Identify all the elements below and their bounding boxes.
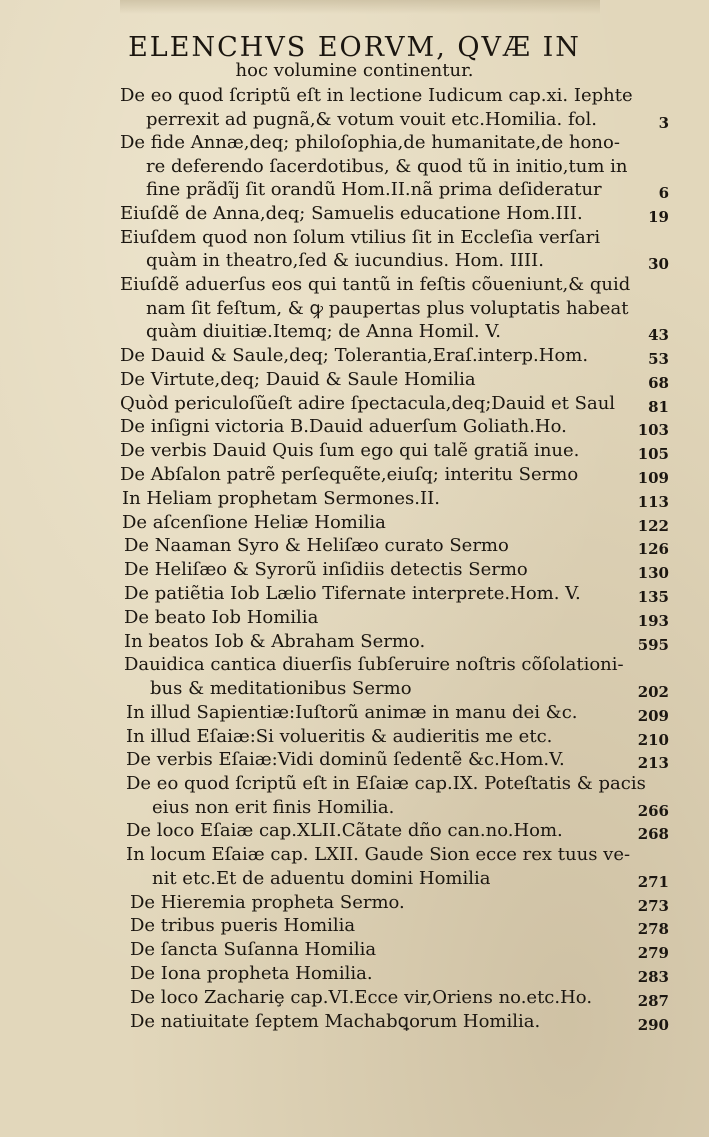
toc-page-number: 53 <box>648 350 669 368</box>
toc-page-number: 283 <box>637 967 669 986</box>
toc-page-number: 19 <box>648 208 669 227</box>
toc-entry-text: De Heliſæo & Syrorũ inſidiis detectis Sermo <box>124 559 528 581</box>
toc-page-number: 210 <box>637 730 669 749</box>
toc-entry <box>124 653 669 700</box>
toc-entry <box>120 415 669 439</box>
toc-entry <box>120 273 669 344</box>
toc-page-number: 6 <box>658 184 669 203</box>
toc-entry <box>120 202 669 226</box>
toc-entry <box>130 914 669 938</box>
toc-entry-text: eius non erit finis Homilia. <box>152 796 395 818</box>
toc-entry-text: De Dauid & Saule,deq; Tolerantia,Eraſ.interp.Hom. <box>120 345 589 366</box>
toc-page-number: 271 <box>637 872 669 891</box>
toc-page-number: 135 <box>637 588 669 606</box>
toc-entry <box>120 84 669 131</box>
toc-page-number: 43 <box>648 326 669 345</box>
toc-entry <box>124 558 669 582</box>
toc-entry-text: De Naaman Syro & Heliſæo curato Sermo <box>124 535 509 557</box>
toc-entry <box>122 511 669 535</box>
toc-entry-text: Dauidica cantica diuerſis ſubſeruire noſtris cõſolationi- <box>124 654 624 676</box>
toc-entry-text: De loco Zachariȩ cap.VI.Ecce vir,Oriens no.etc.Ho. <box>130 986 593 1008</box>
toc-entry <box>120 131 669 202</box>
toc-entry-text: Eiuſdem quod non ſolum vtilius ſit in Eccleſia verſari <box>120 226 601 248</box>
toc-entry-text: quàm diuitiæ.Itemq; de Anna Homil. V. <box>146 321 501 343</box>
toc-page-number: 68 <box>648 373 669 392</box>
toc-entry <box>124 582 669 606</box>
toc-entry <box>130 962 669 986</box>
toc-entry-text: In locum Eſaiæ cap. LXII. Gaude Sion ecce rex tuus ve- <box>126 844 631 866</box>
toc-page-number: 209 <box>637 706 669 725</box>
toc-entry <box>120 392 669 416</box>
toc-entry-text: De Virtute,deq; Dauid & Saule Homilia <box>120 368 476 390</box>
page-edge-shadow <box>120 0 600 14</box>
toc-page-number: 290 <box>637 1015 669 1034</box>
toc-entry <box>126 701 669 725</box>
toc-entry <box>124 606 669 630</box>
toc-entry <box>130 986 669 1010</box>
toc-page-number: 3 <box>658 113 669 132</box>
toc-entry-text: In illud Sapientiæ:Iuſtorũ animæ in manu dei &c. <box>126 701 578 723</box>
toc-entry-text: Eiuſdẽ de Anna,deq; Samuelis educatione Hom.III. <box>120 203 583 225</box>
toc-entry <box>120 463 669 487</box>
toc-entry <box>120 368 669 392</box>
toc-entry <box>124 534 669 558</box>
page-subtitle: hoc volumine continentur. <box>235 60 474 81</box>
toc-entry-text: De beato Iob Homilia <box>124 606 319 628</box>
toc-entry-text: quàm in theatro,ſed & iucundius. Hom. IIII. <box>146 250 544 272</box>
toc-entry-text: re deferendo ſacerdotibus, & quod tũ in initio,tum in <box>146 155 628 177</box>
toc-entry-text: nam ſit feſtum, & ꝙ paupertas plus voluptatis habeat <box>146 297 629 319</box>
toc-entry <box>126 725 669 749</box>
toc-entry-text: De Iona propheta Homilia. <box>130 962 373 984</box>
toc-page-number: 213 <box>637 754 669 773</box>
toc-entry <box>130 891 669 915</box>
toc-entry-text: bus & meditationibus Sermo <box>150 677 412 699</box>
toc-page-number: 103 <box>637 421 669 440</box>
toc-page-number: 273 <box>637 896 669 915</box>
page-title: ELENCHVS EORVM, QVÆ IN <box>128 32 581 63</box>
toc-entry-text: De Hieremia propheta Sermo. <box>130 891 405 913</box>
toc-entry <box>122 487 669 511</box>
toc-entry-text: In beatos Iob & Abraham Sermo. <box>124 630 426 652</box>
toc-entry <box>126 772 669 819</box>
toc-page-number: 105 <box>637 445 669 464</box>
toc-entry <box>130 938 669 962</box>
toc-page-number: 122 <box>637 516 669 535</box>
toc-entry <box>120 439 669 463</box>
toc-entry-text: De aſcenſione Heliæ Homilia <box>122 511 386 533</box>
toc-page-number: 278 <box>637 920 669 939</box>
toc-entry-text: De patiẽtia Iob Lælio Tifernate interprete.Hom. V. <box>124 583 581 604</box>
toc-entry-text: De natiuitate ſeptem Machabꝗorum Homilia. <box>130 1010 541 1032</box>
toc-entry-text: De ſancta Suſanna Homilia <box>130 939 377 961</box>
toc-page-number: 287 <box>637 991 669 1010</box>
toc-entry-text: De verbis Dauid Quis ſum ego qui talẽ gratiã inue. <box>120 440 580 462</box>
toc-entry-text: De inſigni victoria B.Dauid aduerſum Goliath.Ho. <box>120 416 567 438</box>
toc-page-number: 266 <box>637 801 669 820</box>
toc-entry-text: nit etc.Et de aduentu domini Homilia <box>152 867 491 889</box>
toc-entry <box>126 819 669 843</box>
toc-page-number: 109 <box>637 469 669 487</box>
toc-page-number: 595 <box>637 635 669 654</box>
toc-entry-text: De tribus pueris Homilia <box>130 915 356 937</box>
toc-page-number: 279 <box>637 944 669 963</box>
toc-entry-text: In illud Eſaiæ:Si volueritis & audieritis me etc. <box>126 725 553 747</box>
toc-entry-text: perrexit ad pugnã,& votum vouit etc.Homilia. fol. <box>146 108 597 130</box>
toc-page-number: 268 <box>637 825 669 844</box>
toc-page-number: 30 <box>648 255 669 274</box>
toc-entry <box>126 748 669 772</box>
toc-entry-text: Eiuſdẽ aduerſus eos qui tantũ in feſtis cõueniunt,& quid <box>120 274 631 296</box>
toc-entry <box>124 630 669 654</box>
toc-page-number: 130 <box>637 564 669 583</box>
toc-entry-text: In Heliam prophetam Sermones.II. <box>122 487 440 509</box>
toc-entry-text: De eo quod ſcriptũ eſt in Eſaiæ cap.IX. Poteſtatis & pacis <box>126 773 646 795</box>
toc-page-number: 81 <box>648 397 669 416</box>
toc-page-number: 126 <box>637 540 669 559</box>
toc-entry-text: De verbis Eſaiæ:Vidi dominũ ſedentẽ &c.Hom.V. <box>126 749 565 771</box>
toc-entry-text: De fide Annæ,deq; philoſophia,de humanitate,de hono- <box>120 132 620 154</box>
toc-entry-text: Quòd periculoſũeſt adire ſpectacula,deq;Dauid et Saul <box>120 392 616 414</box>
toc-entry-text: fine prãdĩj ſit orandũ Hom.II.nã prima deſideratur <box>146 179 602 201</box>
toc-entry-text: De eo quod ſcriptũ eſt in lectione Iudicum cap.xi. Iephte <box>120 85 633 106</box>
toc-entry <box>120 226 669 273</box>
toc-entry-text: De Abſalon patrẽ perſequẽte,eiuſq; interitu Sermo <box>120 464 579 485</box>
toc-page-number: 113 <box>637 492 669 511</box>
toc-entry <box>126 843 669 890</box>
toc-page-number: 193 <box>637 611 669 630</box>
toc-entry <box>130 1010 669 1034</box>
toc-entry <box>120 344 669 368</box>
toc-entry-text: De loco Eſaiæ cap.XLII.Cãtate dño can.no.Hom. <box>126 820 563 842</box>
toc-page-number: 202 <box>637 682 669 701</box>
